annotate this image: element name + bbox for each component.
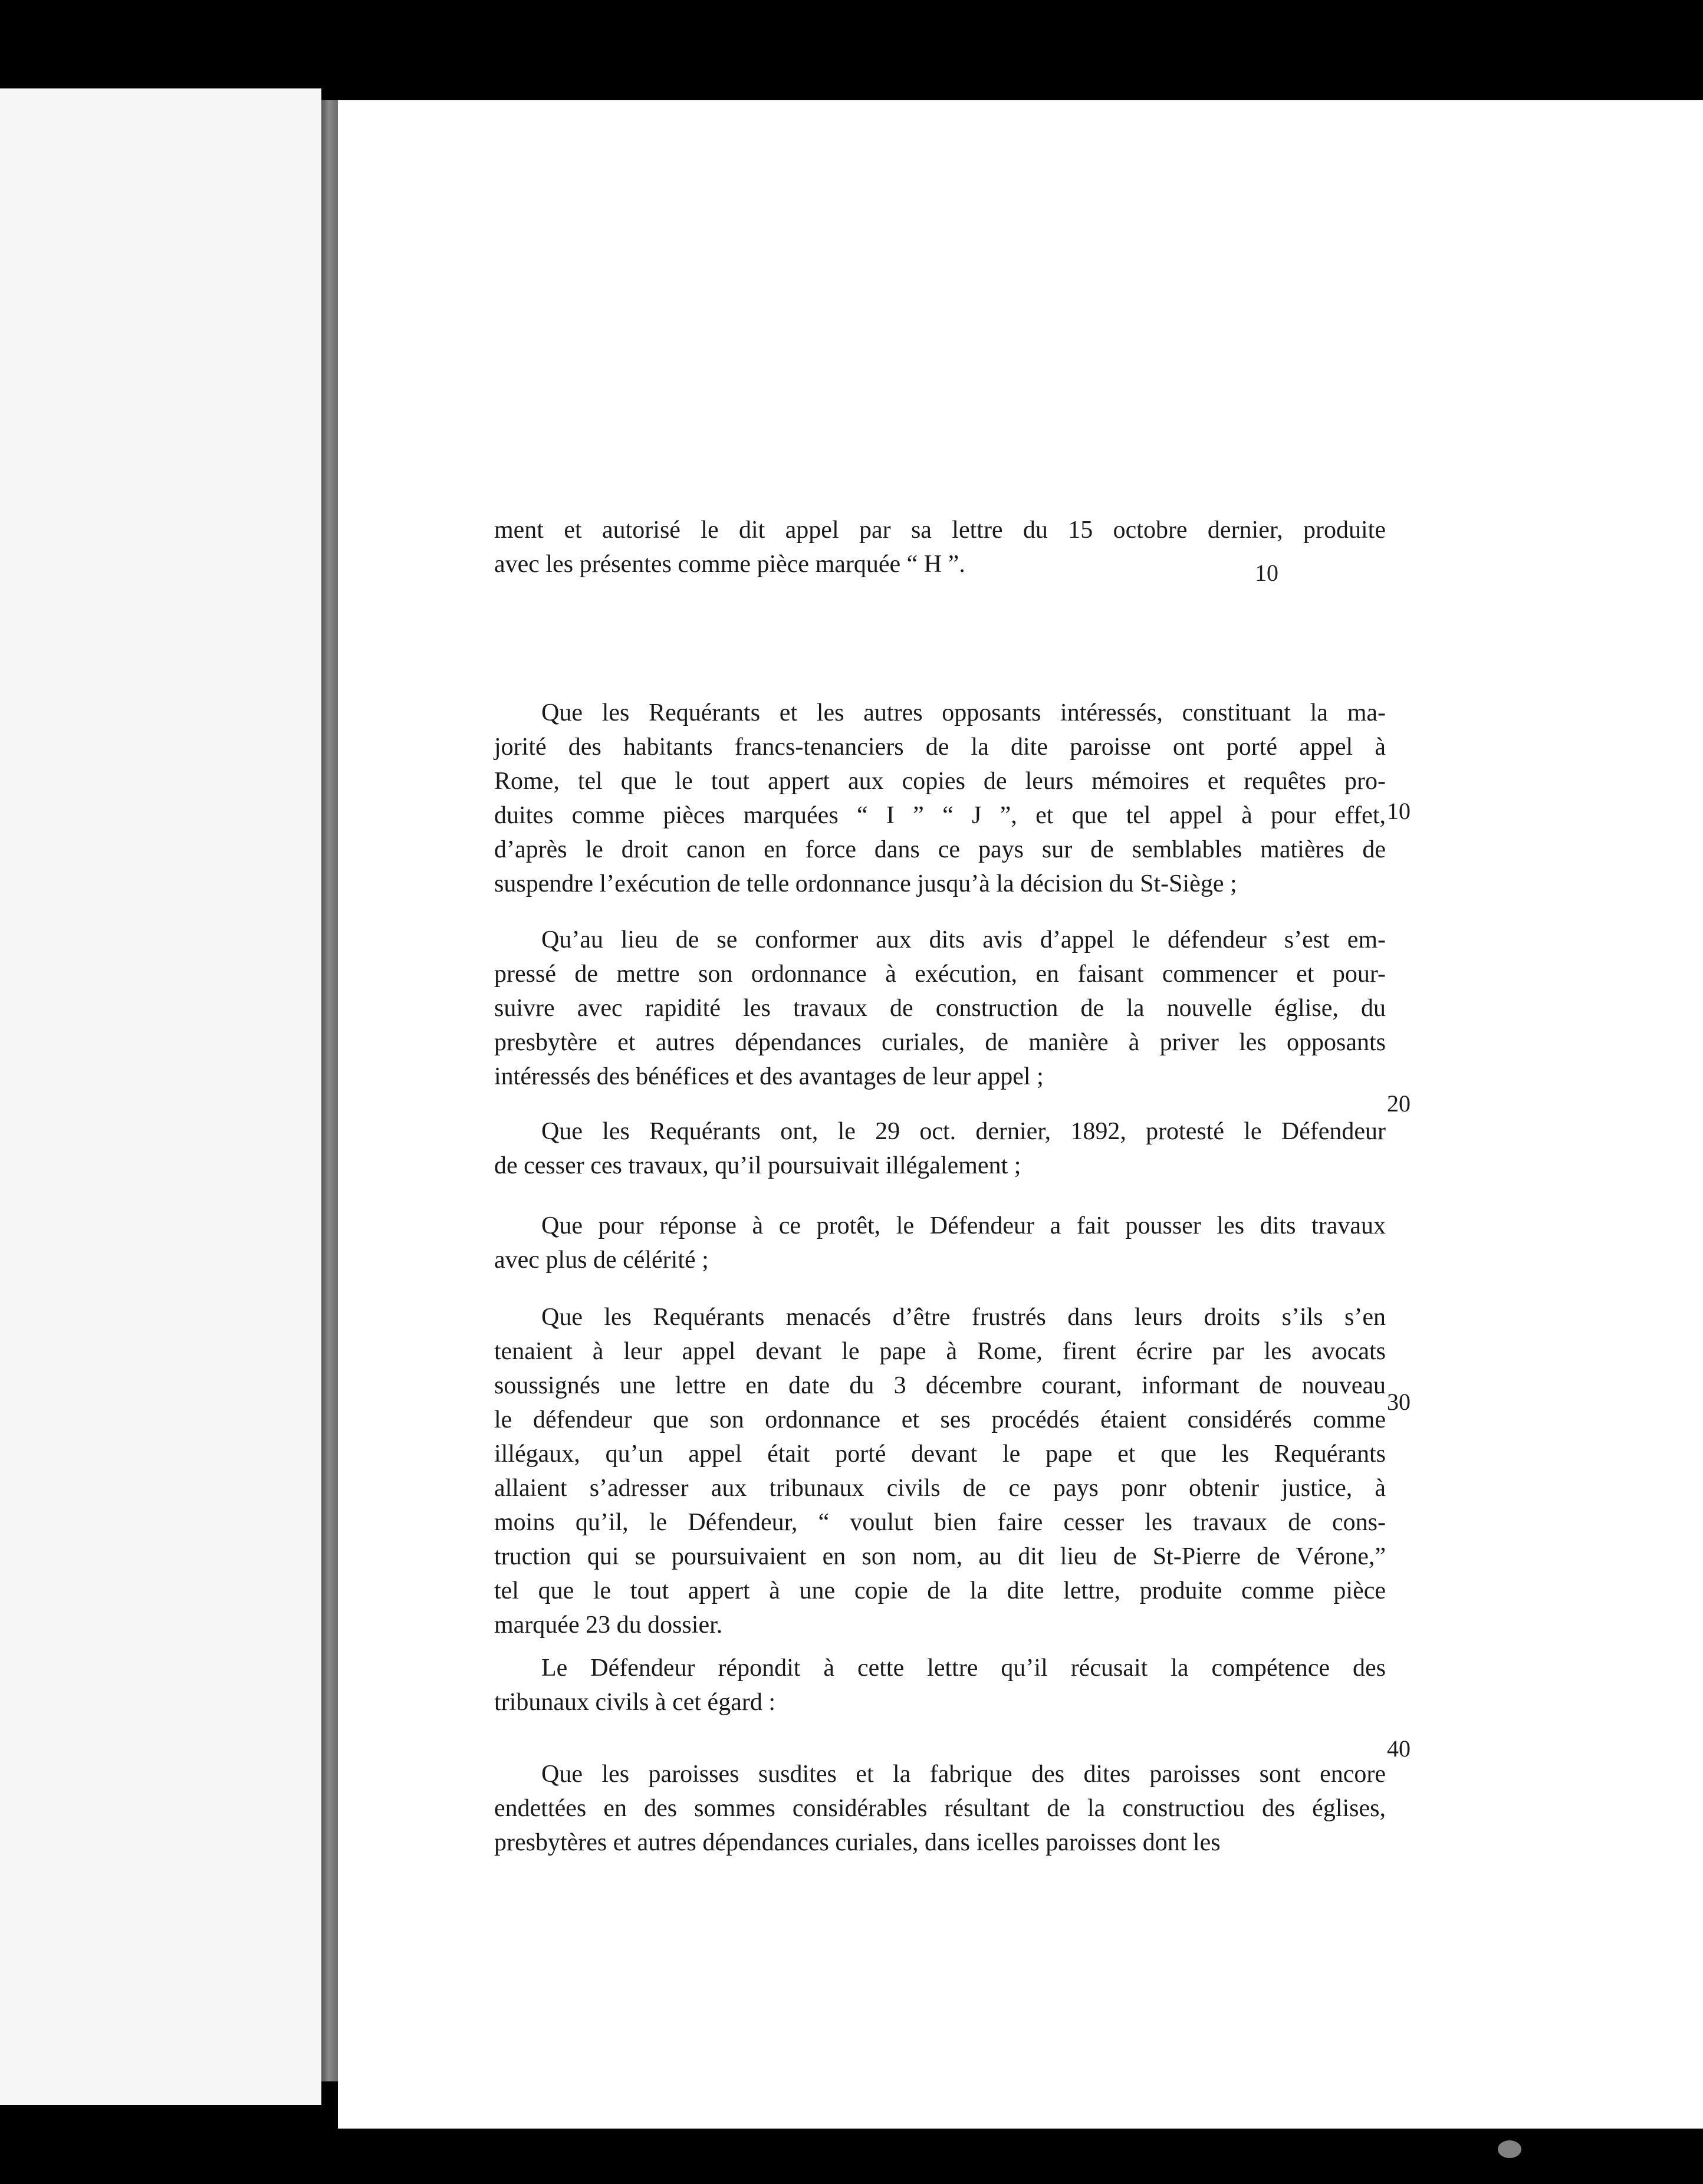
margin-line-number-30: 30 [1387,1389,1411,1415]
text-line: pressé de mettre son ordonnance à exécution, en faisant commencer et pour- [494,961,1386,988]
text-line: soussignés une lettre en date du 3 décembre courant, informant de nouveau [494,1372,1386,1399]
text-line: de cesser ces travaux, qu’il poursuivait illégalement ; [494,1152,1021,1179]
paragraph [494,1300,1386,1642]
text-line: avec les présentes comme pièce marquée “ H ”. [494,551,965,578]
text-line: presbytères et autres dépendances curiales, dans icelles paroisses dont les [494,1829,1221,1856]
text-line: Que les paroisses susdites et la fabrique des dites paroisses sont encore [541,1761,1386,1788]
text-line: marquée 23 du dossier. [494,1611,723,1639]
text-line: Qu’au lieu de se conformer aux dits avis d’appel le défendeur s’est em- [541,926,1386,953]
text-line: moins qu’il, le Défendeur, “ voulut bien faire cesser les travaux de cons- [494,1509,1386,1536]
paragraph [494,1114,1386,1183]
left-page [0,88,321,2105]
text-line: duites comme pièces marquées “ I ” “ J ”, et que tel appel à pour effet, [494,802,1386,829]
page-number: 10 [1255,560,1278,586]
text-line: le défendeur que son ordonnance et ses procédés étaient considérés comme [494,1406,1386,1433]
paragraph [494,1757,1386,1860]
paragraph [494,513,1386,581]
text-line: truction qui se poursuivaient en son nom, au dit lieu de St-Pierre de Vérone,” [494,1543,1386,1570]
text-line: Que les Requérants menacés d’être frustrés dans leurs droits s’ils s’en [541,1304,1386,1331]
right-page [338,100,1703,2129]
text-line: tenaient à leur appel devant le pape à Rome, firent écrire par les avocats [494,1338,1386,1365]
text-line: Que pour réponse à ce protêt, le Défendeur a fait pousser les dits travaux [541,1212,1386,1239]
text-line: jorité des habitants francs-tenanciers de la dite paroisse ont porté appel à [494,734,1386,761]
text-line: d’après le droit canon en force dans ce pays sur de semblables matières de [494,836,1386,863]
book-spine [321,100,338,2081]
text-line: presbytère et autres dépendances curiales, de manière à priver les opposants [494,1029,1386,1056]
text-line: illégaux, qu’un appel était porté devant le pape et que les Requérants [494,1440,1386,1468]
text-line: suivre avec rapidité les travaux de construction de la nouvelle église, du [494,995,1386,1022]
text-line: allaient s’adresser aux tribunaux civils de ce pays ponr obtenir justice, à [494,1475,1386,1502]
paragraph [494,696,1386,901]
scan-artifact [1498,2140,1521,2158]
text-line: Que les Requérants ont, le 29 oct. dernier, 1892, protesté le Défendeur [541,1118,1386,1145]
text-line: ment et autorisé le dit appel par sa lettre du 15 octobre dernier, produite [494,517,1386,544]
margin-line-number-20: 20 [1387,1090,1411,1117]
paragraph [494,1209,1386,1277]
text-line: Le Défendeur répondit à cette lettre qu’il récusait la compétence des [541,1655,1386,1682]
text-line: endettées en des sommes considérables résultant de la constructiou des églises, [494,1795,1386,1822]
text-line: tribunaux civils à cet égard : [494,1689,775,1716]
text-line: avec plus de célérité ; [494,1246,709,1274]
paragraph [494,1651,1386,1719]
text-line: tel que le tout appert à une copie de la dite lettre, produite comme pièce [494,1577,1386,1604]
text-line: intéressés des bénéfices et des avantages de leur appel ; [494,1063,1044,1090]
text-line: suspendre l’exécution de telle ordonnance jusqu’à la décision du St-Siège ; [494,870,1237,897]
paragraph [494,923,1386,1094]
text-line: Rome, tel que le tout appert aux copies de leurs mémoires et requêtes pro- [494,768,1386,795]
text-line: Que les Requérants et les autres opposants intéressés, constituant la ma- [541,699,1386,726]
margin-line-number-10: 10 [1387,798,1411,824]
margin-line-number-40: 40 [1387,1735,1411,1762]
